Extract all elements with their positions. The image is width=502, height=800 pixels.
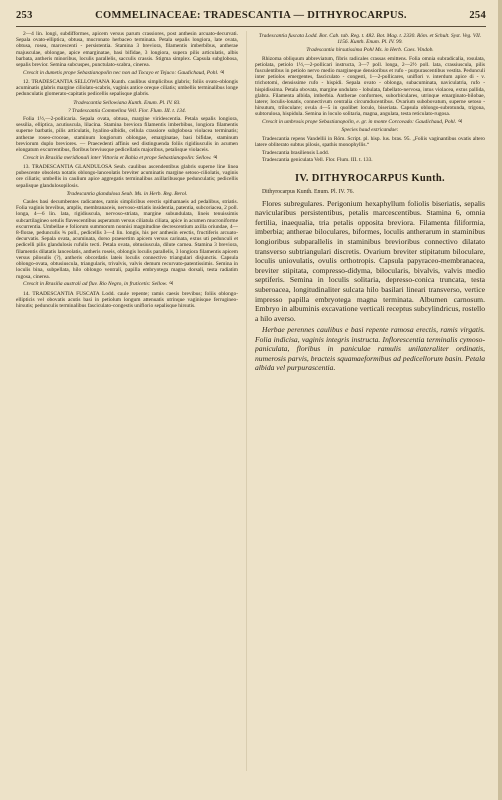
text-paragraph: Flores subregulares. Perigonium hexaphyllum foliolis biseriatis, sepalis navicularibus persistentibus, petalis marcescentibus. Stamina 6, omnia fertilia, inaequalia, tria petalis opposita breviora. Filamenta filiformia, imberbia; antherae biloculares, biformes, loculis antherarum in staminibus longioribus subparallelis in staminibus brevioribus connectivo dilatato transverso subtriangulari discretis. Ovarium breviter stipitatum biloculare, loculis uniovulatis, ovulis orthotropis. Capsula papyraceo-membranacea, breviter stipitata, compresso-didyma, bilocularis, bivalvis, valvis medio septiferis. Semina in loculis solitaria, depresso-conica truncata, testa suberoacea, longitudinaliter sulcata hilo basilari lineari transverso, vertice impresso papilla embryotega magna terminata. Albumen carnosum. Embryo in albuminis excavatione verticali receptus subcylindricus, rostello a hilo averso. [255, 198, 485, 323]
genus-description [255, 199, 485, 373]
genus-heading: IV. DITHYROCARPUS Kunth. [295, 172, 445, 184]
locality-note: Crescit in dumetis prope Sebastianopolin nec non ad Tocayo et Tejuco: Gaudichaud, Pohl. ♃ [23, 69, 225, 76]
citation-line: Tradescantia hirsutissima Pohl Ms. in Herb. Caes. Vindob. [306, 47, 434, 54]
citation-line: Tradescantia fuscata Lodd. Bot. Cab. tab. Reg. t. 482. Bot. Mag. t. 2330. Röm. et Schult. Syst. Veg. VII. 1156. Kunth. Enum. Pl. IV. 99. [258, 33, 482, 46]
text-paragraph: 2—4 lin. longi, subdifformes, apicem versus parum crassiores, post anthesin arcuato-decurvati. Sepala ovato-elliptica, obtusa, mucronato herbaceo terminata. Petala sepalis longiora, late ovata, obtusa, rosea, marcescenti - persistentia. Stamina 3 breviora, filamentis imberbibus, antherae majusculae, oblongae, apice emarginatae, basi bifidae, 3 longiora, supera pilis articulatis, albis barbata, antheris minoribus, loculis parallelis, sacculis crassis. Stigma simplex. Capsula subglobosa, sepalis brevior. Semina subcuspes, punctulato-scabra, cinerea. [16, 31, 238, 69]
citation-line: ? Tradescantia Commelina Vell. Flor. Flum. III. t. 134. [68, 107, 186, 114]
text-paragraph: Caules basi decumbentes radicantes, ramis simplicibus erectis spithamaeis ad pedalibus, striatis. Folia vaginis brevibus, amplis, membranaceis, nervoso-striatis insidentia, patentia, subcoriacea, 2 poll. longa, 4—6 lin. lata, rigidiuscula, nervoso-striata, margine subundulata, lineis tenuissimis subcartilagineo setulis flavescentibus asperatum versus ciliatula ciliata, apice in acumen mucroniforme excurrentia. Umbellae e foliorum summorum nonnisi magnitudine decrescentium axilla oriundae, 4—8-florae, pedunculis ¾ poll., pedicellis 3—4 lin. longis, his per anthesin erectis, fructiferis arcuato-decurvatis. Sepala ovata, acuminata, dorso praesertim apicem versus carinata, extus uti pedunculi et pedicelli pilis glandulosis rufulis tecti. Petala ovata, obtusiuscula, dilute carnea. Stamina 3 breviora, filamentis dilatatis lanceolatis, antheris roseis, oblongis loculis parallelis, 3 longiora filamentis apicem versus pilosulis (?), antheris obcordatis lateis loculis connectivo triangulari disjunctis. Capsula oblongo-ovata, obtusiuscula, triangularis, trivalvis, valvis demum recurvato-patentissimis. Semina in loculis bina, subpellata, hilo oblongo ventrali, papilla embryotega magna dorsali, testa radiatim rugosa, cinerea. [16, 199, 238, 280]
running-title: COMMELINACEAE: TRADESCANTIA — DITHYROCARPUS. [95, 10, 407, 21]
citation-line: Tradescantia Sellowiana Kunth. Enum. Pl. IV. 83. [73, 99, 181, 106]
running-header [16, 10, 486, 24]
left-text-column [16, 31, 238, 793]
locality-note: Crescit in Brasilia meridionali inter Vittoria et Bahia et prope Sebastianopolin: Sellow. ♃ [23, 154, 218, 161]
text-paragraph: Tradescantia geniculata Vell. Flor. Flum. III. t. 133. [262, 157, 373, 164]
page-number-left: 253 [16, 10, 33, 21]
text-paragraph: Rhizoma obliquum abbreviatum, fibris radicales crassas emittens. Folia omnia subradicalia, rosulata, petiolata, petiolo 1½,—2-pollicari instructa, 3—7 poll. longa, 2—2½ poll. lata, crassiuscula, pilis fusculentibus in petiolo nervo medio margineque densioribus et rufo - purpurascentibus vestita. Pedunculi inter petiolos emergentes, fasciculato - congesti, 1—2-pollicares, uniflori v. interdum apice di - v. trichotomi, densissime rufo - hispidi. Sepala ovato - oblonga, subacuminata, naviculatria, rufo - hispidissima. Petala obovata, margine undulato - lobulata, fabellato-nervosa, intus violacea, extus pallida, glabra. Filamenta albida, imberbia. Antherae conformes, suborbiculares, utrinque emarginato-bilobae, latere; loculis-lonatis, connectivum centralia circumducentibus. Ovarium subobovatum, superne setoso - hirsutum, triloculare; ovula 4—5 in quolibet loculo, biseriata. Capsula oblongo-subrotunda, trigona, subtorulosa, hispidula. Semina in loculo solitaria, magna, angulata, testa reticulato-rugosa. [255, 55, 485, 118]
locality-note: Crescit in Brasilia australi ad fluv. Rio Negro, in fruticetis: Sellow. ♃ [23, 281, 174, 288]
page-number-right: 254 [469, 10, 486, 21]
species-entry: 14. TRADESCANTIA FUSCATA Lodd. caule repente; ramis caesis brevibus; foliis oblongo-ellipticis vel obovatis acutis basi in petiolum longum attenuatis utrinque vaginisque ferrugineo-hirsutis; pedunculis terminalibus fasciculato-congestis uniflorio sepalisque hirsutis. [16, 290, 238, 309]
locality-note: Crescit in umbrosis prope Sebastianopolin, e. gr. in monte Corcovado: Gaudichaud, Pohl. ♃ [262, 119, 463, 126]
genus-synonym: Dithyrocarpus Kunth. Enum. Pl. IV. 76. [262, 188, 354, 195]
text-paragraph: Herbae perennes caulibus e basi repente ramosa erectis, ramis virgatis. Folia indicisa, vaginis integris instructa. Inflorescentia terminalis cymoso-paniculata, floribus in paniculae ramulis unilateraliter ordinatis, numerosis parvis, bracteis squamaeformibus ad pedicellorum basin. Petala albida vel purpurascentia. [255, 324, 485, 373]
text-paragraph: Tradescantia repens Vandellii in Röm. Script. pl. hisp. lus. bras. 95. „Foliis vaginantibus ovatis altero latere obliterato subtus pilosis, spathis monophyllis.“ [255, 135, 485, 148]
citation-line: Tradescantia glandulosa Seub. Ms. in Herb. Reg. Berol. [66, 190, 188, 197]
gutter [246, 31, 247, 771]
species-entry: 12. TRADESCANTIA SELLOWIANA Kunth. caulibus simplicibus glabris; foliis ovato-oblongis acuminatis glabris margine ciliolato-scabris, vaginis antice oreque ciliatis; umbellis terminalibus longe pedunculatis glomerato-capitatis pedicellis sepalisque glabris. [16, 79, 238, 98]
citation-line: Species haud extricandae: [341, 127, 399, 134]
species-entry: 13. TRADESCANTIA GLANDULOSA Seub. caulibus ascendentibus glabris superne line linea pubescente obsoleta notatis oblongo-lanceolatis breviter acuminatis margine setoso-ciliolatis, vaginis ore ciliatis; umbellis in caulium apice aggregatis terminalibus axillaribusque pedunculatis; pedicellis sepalisque glandulosopilosis. [16, 164, 238, 189]
text-paragraph: Folia 1½,—2-pollicaria. Sepala ovata, obtusa, margine viridescentia. Petala sepalis longiora, sessilia, elliptica, acutiuscula, lilacina. Stamina breviora filamentis imberbibus, longiora filamentis superne barbatis, pilis articulatis, hyalino-albidis, cellula crassiore subglobosa violacea terminatis; antherae roseo-croceae, staminum longiorum oblongae, emarginatae, basi bifidae, staminum breviorum duplo breviores. — Praecedenti affinis sed distinguenda foliis rigidiusculis in acumen elongatum excurrentibus, floribus breviusque pedicellatis majoribus, petalisque violaceis. [16, 116, 238, 154]
right-text-column [255, 31, 485, 793]
header-rule [16, 26, 486, 27]
text-paragraph: Tradescantia brasiliensis Lodd. [262, 149, 330, 156]
species-continuation [255, 33, 485, 164]
